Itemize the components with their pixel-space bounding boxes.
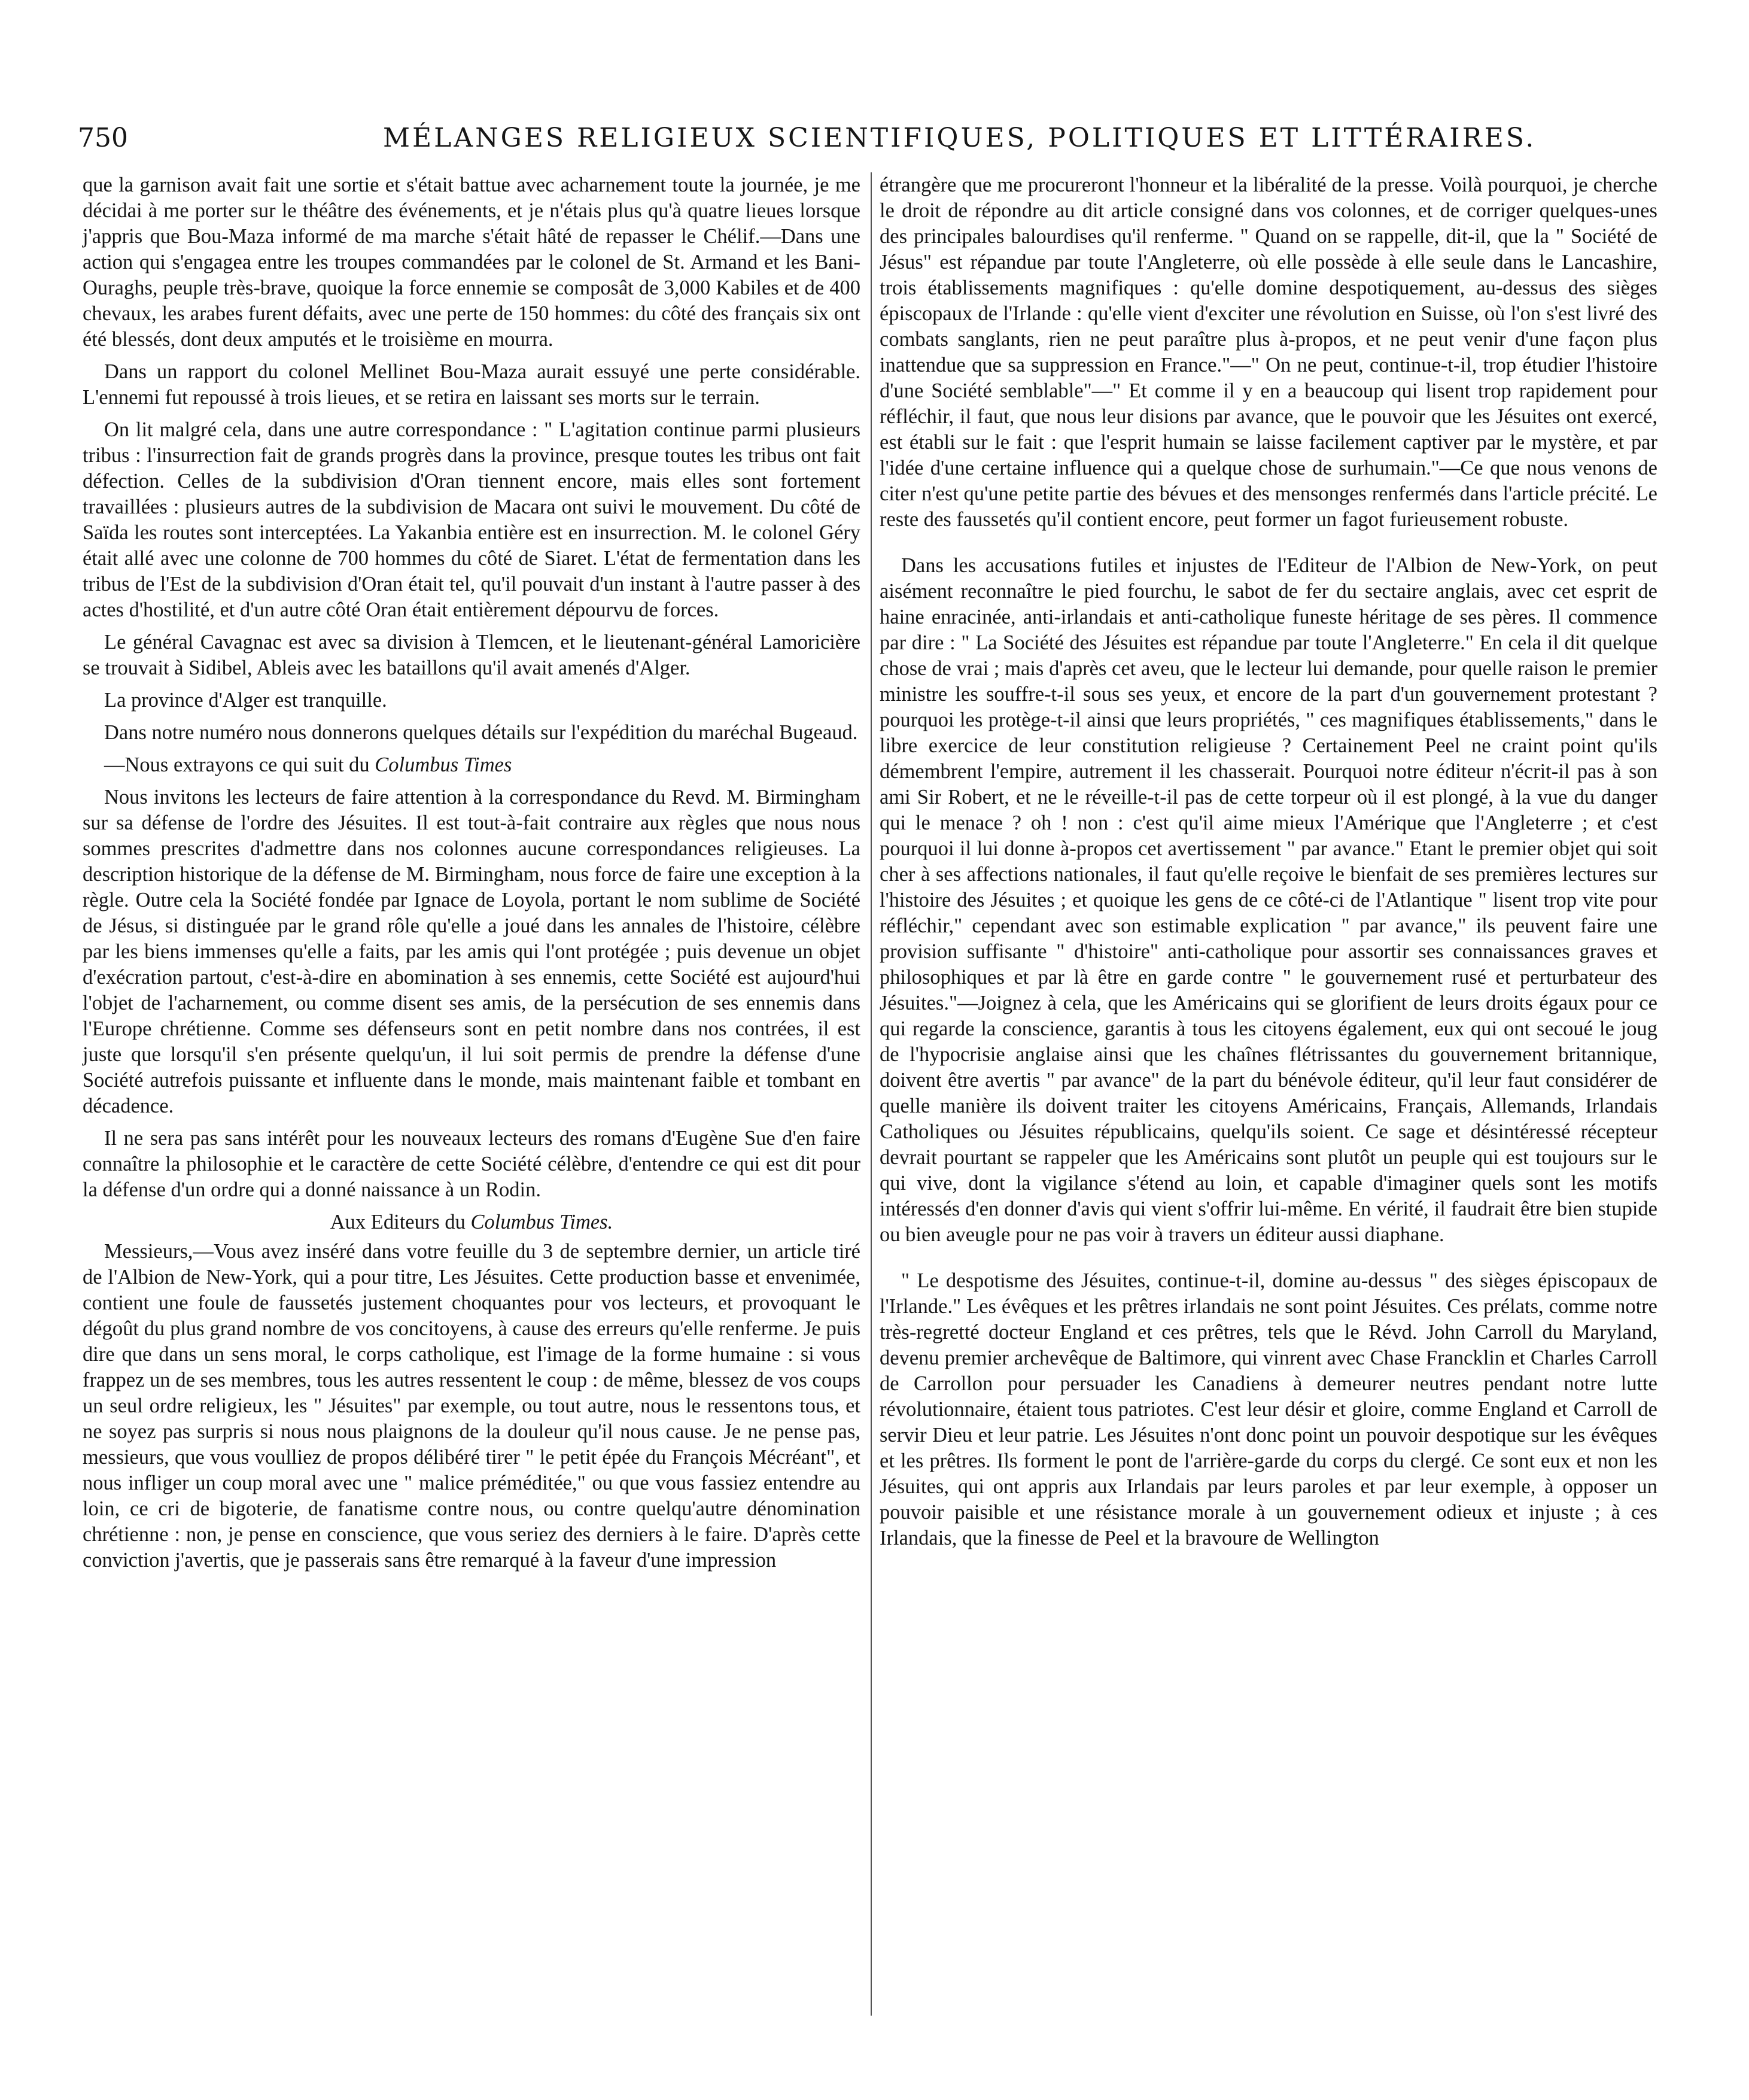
heading-lead: Aux Editeurs du (330, 1211, 471, 1233)
paragraph: étrangère que me procureront l'honneur et la libéralité de la presse. Voilà pourquoi, je cherche le droit de répondre au dit article consigné dans vos colonnes, et de corriger quelques-unes des principales balourdises qu'il renferme. " Quand on se rappelle, dit-il, que la " Société de Jésus" est répandue par toute l'Angleterre, où elle possède à elle seule dans le Lancashire, trois établissements magnifiques : qu'elle domine despotiquement, au-dessus des sièges épiscopaux de l'Irlande : qu'elle vient d'exciter une révolution en Suisse, où l'on s'est livré des combats sanglants, rien ne peut paraître plus à-propos, et ne peut venir d'une façon plus inattendue que sa suppression en France."—" On ne peut, continue-t-il, trop étudier l'histoire d'une Société semblable"—" Et comme il y en a beaucoup qui lisent trop rapidement pour réfléchir, il faut, que nous leur disions par avance, que le pouvoir que les Jésuites ont exercé, est établi sur le fait : que l'esprit humain se laisse facilement captiver par le mystère, et par l'idée d'une certaine influence qui a quelque chose de surhumain."—Ce que nous venons de citer n'est qu'une petite partie des bévues et des mensonges renfermés dans l'article précité. Le reste des faussetés qu'il contient encore, peut former un fagot furieusement robuste. (880, 174, 1657, 531)
page-header (78, 123, 1651, 171)
intro-text: —Nous extrayons ce qui suit du (104, 753, 375, 776)
paragraph: Nous invitons les lecteurs de faire attention à la correspondance du Revd. M. Birmingham sur sa défense de l'ordre des Jésuites. Il est tout-à-fait contraire aux règles que nous nous sommes prescrites d'admettre dans nos colonnes aucune correspondances religieuses. La description historique de la défense de M. Birmingham, nous force de faire une exception à la règle. Outre cela la Société fondée par Ignace de Loyola, portant le nom sublime de Société de Jésus, si distinguée par le grand rôle qu'elle a joué dans les annales de l'histoire, célèbre par les biens immenses qu'elle a faits, par les amis qui l'ont protégée ; puis devenue un objet d'exécration partout, c'est-à-dire en abomination à ses ennemis, cette Société est aujourd'hui l'objet de l'acharnement, ou comme disent ses amis, de la persécution de ses ennemis dans l'Europe chrétienne. Comme ses défenseurs sont en petit nombre dans nos contrées, il est juste que lorsqu'il s'en présente quelqu'un, il lui soit permis de prendre la défense d'une Société autrefois puissante et influente dans le monde, mais maintenant faible et tombant en décadence. (83, 786, 860, 1117)
paragraph: Dans les accusations futiles et injustes de l'Editeur de l'Albion de New-York, on peut aisément reconnaître le pied fourchu, le sabot de fer du sectaire anglais, avec cet esprit de haine enracinée, anti-irlandais et anti-catholique funeste héritage de ses pères. Il commence par dire : " La Société des Jésuites est répandue par toute l'Angleterre." En cela il dit quelque chose de vrai ; mais d'après cet aveu, que le lecteur lui demande, pour quelle raison le premier ministre les souffre-t-il sous ses yeux, et encore de la part d'un gouvernement protestant ? pourquoi les protège-t-il ainsi que leurs propriétés, " ces magnifiques établissements," dans le libre exercice de leur constitution religieuse ? Certainement Peel ne craint point qu'ils démembrent l'empire, autrement il les chasserait. Pourquoi notre éditeur n'écrit-il pas à son ami Sir Robert, et ne le réveille-t-il pas de cette torpeur où il est plongé, à la vue du danger qui le menace ? oh ! non : c'est qu'il aime mieux l'Amérique que l'Angleterre ; et c'est pourquoi il lui donne à-propos cet avertissement " par avance." Etant le premier objet qui soit cher à ses affections nationales, il faut qu'elle reçoive le bienfait de ses premières lectures sur l'histoire des Jésuites ; et quoique les gens de ce côté-ci de l'Atlantique " lisent trop vite pour réfléchir," cependant avec son estimable explication " par avance," ils peuvent faire une provision suffisante " d'histoire" anti-catholique pour assortir ses connaissances graves et philosophiques et par là être en garde contre " le gouvernement rusé et perturbateur des Jésuites."—Joignez à cela, que les Américains qui se glorifient de leurs droits égaux pour ce qui regarde la conscience, garantis à tous les citoyens également, eux qui ont secoué le joug de l'hypocrisie anglaise ainsi que les chaînes flétrissantes du gouvernement britannique, doivent être avertis " par avance" de la part du bénévole éditeur, qu'il leur faut considérer de quelle manière ils doivent traiter les citoyens Américains, Français, Allemands, Irlandais Catholiques ou Jésuites républicains, quelqu'ils soient. Ce sage et désintéressé récepteur devrait pourtant se rappeler que les Américains sont plutôt un peuple qui est toujours sur le qui vive, dont la vigilance s'étend au loin, et capable d'imaginer quels sont les motifs intéressés d'en donner d'avis qui vient s'offrir lui-même. En vérité, il faudrait être bien stupide ou bien aveugle pour ne pas voir à travers un éditeur aussi diaphane. (880, 554, 1657, 1246)
paragraph (83, 752, 860, 778)
paragraph: Messieurs,—Vous avez inséré dans votre feuille du 3 de septembre dernier, un article tiré de l'Albion de New-York, qui a pour titre, Les Jésuites. Cette production basse et envenimée, contient une foule de faussetés justement choquantes pour vos lecteurs, et provoquant le dégoût du plus grand nombre de vos concitoyens, à cause des erreurs qu'elle renferme. Je puis dire que dans un sens moral, le corps catholique, est l'image de la forme humaine : si vous frappez un de ses membres, tous les autres ressentent le coup : de même, blessez de vos coups un seul ordre religieux, les " Jésuites" par exemple, ou tout autre, nous le ressentons tous, et ne soyez pas surpris si nous nous plaignons de la douleur qu'il nous cause. Je ne pense pas, messieurs, que vous voulliez de propos délibéré tirer " le petit épée du François Mécréant", et nous infliger un coup moral avec une " malice préméditée," ou que vous fassiez entendre au loin, ce cri de bigoterie, de fanatisme contre nous, ou contre quelqu'autre dénomination chrétienne : non, je pense en conscience, que vous seriez des derniers à le faire. D'après cette conviction j'avertis, que je passerais sans être remarqué à la faveur d'une impression (83, 1240, 860, 1572)
paragraph: Dans notre numéro nous donnerons quelques détails sur l'expédition du maréchal Bugeaud. (104, 721, 858, 744)
heading-title: Columbus Times. (470, 1211, 613, 1233)
paragraph: La province d'Alger est tranquille. (104, 689, 387, 712)
paragraph: Le général Cavagnac est avec sa division à Tlemcen, et le lieutenant-général Lamoricière se trouvait à Sidibel, Ableis avec les bataillons qu'il avait amenés d'Alger. (83, 631, 860, 679)
running-title: MÉLANGES RELIGIEUX SCIENTIFIQUES, POLITIQUES ET LITTÉRAIRES. (383, 123, 1537, 153)
letter-heading (83, 1209, 860, 1235)
paragraph: Dans un rapport du colonel Mellinet Bou-Maza aurait essuyé une perte considérable. L'ennemi fut repoussé à trois lieues, et se retira en laissant ses morts sur le terrain. (83, 360, 860, 409)
page-number: 750 (78, 123, 128, 153)
paragraph: que la garnison avait fait une sortie et s'était battue avec acharnement toute la journée, je me décidai à me porter sur le théâtre des événements, et je n'étais plus qu'à quatre lieues lorsque j'appris que Bou-Maza informé de ma marche s'était hâté de repasser le Chélif.—Dans une action qui s'engagea entre les troupes commandées par le colonel de St. Armand et les Bani-Ouraghs, peuple très-brave, quoique la force ennemie se composât de 3,000 Kabiles et de 400 chevaux, les arabes furent défaits, avec une perte de 150 hommes: du côté des français six ont été blessés, dont deux amputés et le troisième en mourra. (83, 174, 860, 351)
source-title: Columbus Times (375, 753, 512, 776)
left-column (83, 172, 860, 1580)
paragraph: Il ne sera pas sans intérêt pour les nouveaux lecteurs des romans d'Eugène Sue d'en faire connaître la philosophie et le caractère de cette Société célèbre, d'entendre ce qui est dit pour la défense d'un ordre qui a donné naissance à un Rodin. (83, 1127, 860, 1201)
paragraph: On lit malgré cela, dans une autre correspondance : " L'agitation continue parmi plusieurs tribus : l'insurrection fait de grands progrès dans la province, presque toutes les tribus ont fait défection. Celles de la subdivision d'Oran tiennent encore, mais elles sont fortement travaillées : plusieurs autres de la subdivision de Macara ont suivi le mouvement. Du côté de Saïda les routes sont interceptées. La Yakanbia entière est en insurrection. M. le colonel Géry était allé avec une colonne de 700 hommes du côté de Siaret. L'état de fermentation dans les tribus de l'Est de la subdivision d'Oran était tel, qu'il pouvait d'un instant à l'autre passer à des actes d'hostilité, et d'un autre côté Oran était entièrement dépourvu de forces. (83, 418, 860, 621)
column-divider (871, 172, 872, 2016)
right-column (880, 172, 1657, 1558)
paragraph: " Le despotisme des Jésuites, continue-t-il, domine au-dessus " des sièges épiscopaux de l'Irlande." Les évêques et les prêtres irlandais ne sont point Jésuites. Ces prélats, comme notre très-regretté docteur England et ces prêtres, tels que le Révd. John Carroll du Maryland, devenu premier archevêque de Baltimore, qui vinrent avec Chase Francklin et Charles Carroll de Carrollon pour persuader les Canadiens à demeurer neutres pendant notre lutte révolutionnaire, étaient tous patriotes. C'est leur désir et gloire, comme England et Carroll de servir Dieu et leur patrie. Les Jésuites n'ont donc point un pouvoir despotique sur les évêques et les prêtres. Ils forment le pont de l'arrière-garde du corps du clergé. Ce sont eux et non les Jésuites, qui ont appris aux Irlandais par leurs paroles et par leur exemple, à opposer un pouvoir paisible et une résistance morale à un gouvernement odieux et injuste ; à ces Irlandais, que la finesse de Peel et la bravoure de Wellington (880, 1269, 1657, 1549)
